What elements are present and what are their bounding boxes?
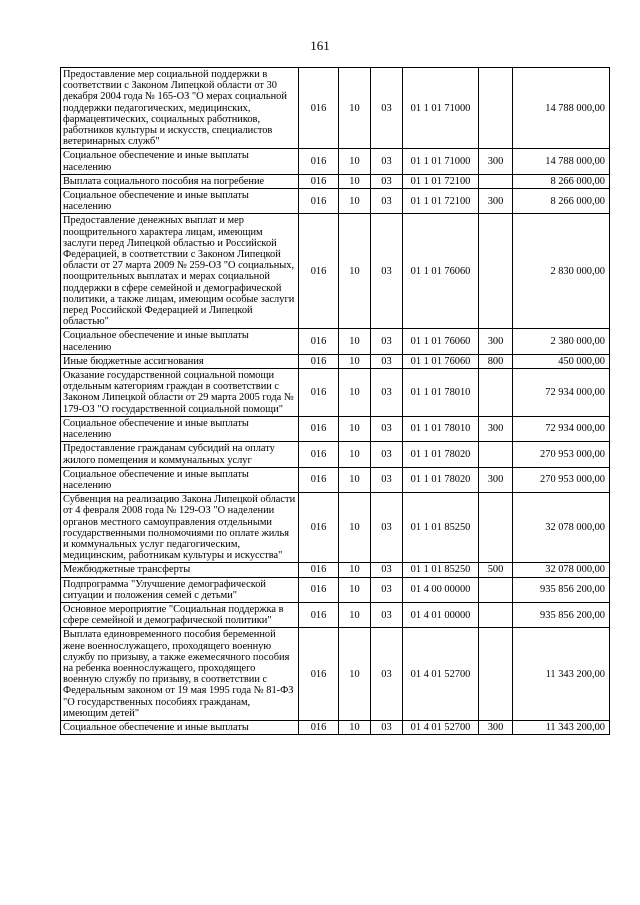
amount-cell: 11 343 200,00 [513, 720, 610, 734]
item-name-cell: Социальное обеспечение и иные выплаты населению [61, 416, 299, 441]
table-row [61, 189, 610, 214]
target-article-code-cell: 01 1 01 72100 [403, 174, 479, 188]
section-code-cell: 10 [339, 416, 371, 441]
table-row [61, 628, 610, 721]
amount-cell: 935 856 200,00 [513, 602, 610, 627]
section-code-cell: 10 [339, 602, 371, 627]
section-code-cell: 10 [339, 628, 371, 721]
expense-type-code-cell [479, 214, 513, 329]
table-row [61, 354, 610, 368]
section-code-cell: 10 [339, 442, 371, 467]
admin-code-cell: 016 [299, 602, 339, 627]
target-article-code-cell: 01 1 01 78010 [403, 369, 479, 417]
amount-cell: 32 078 000,00 [513, 563, 610, 577]
subsection-code-cell: 03 [371, 563, 403, 577]
expense-type-code-cell: 300 [479, 329, 513, 354]
admin-code-cell: 016 [299, 467, 339, 492]
item-name-cell: Предоставление мер социальной поддержки в соответствии с Законом Липецкой области от 30 декабря 2004 года № 165-ОЗ "О мерах социальной поддержки педагогических, медицинских, фармацевтических, социальных работников, работников культуры и искусств, специалистов ветеринарных служб" [61, 68, 299, 149]
item-name-cell: Социальное обеспечение и иные выплаты населению [61, 329, 299, 354]
expense-type-code-cell [479, 68, 513, 149]
section-code-cell: 10 [339, 577, 371, 602]
target-article-code-cell: 01 1 01 78020 [403, 442, 479, 467]
amount-cell: 72 934 000,00 [513, 416, 610, 441]
amount-cell: 450 000,00 [513, 354, 610, 368]
expense-type-code-cell [479, 174, 513, 188]
expense-type-code-cell: 300 [479, 149, 513, 174]
item-name-cell: Межбюджетные трансферты [61, 563, 299, 577]
expense-type-code-cell [479, 577, 513, 602]
admin-code-cell: 016 [299, 493, 339, 563]
admin-code-cell: 016 [299, 369, 339, 417]
subsection-code-cell: 03 [371, 189, 403, 214]
item-name-cell: Иные бюджетные ассигнования [61, 354, 299, 368]
subsection-code-cell: 03 [371, 354, 403, 368]
subsection-code-cell: 03 [371, 174, 403, 188]
item-name-cell: Социальное обеспечение и иные выплаты населению [61, 467, 299, 492]
expense-type-code-cell [479, 442, 513, 467]
table-row [61, 493, 610, 563]
page-number: 161 [310, 38, 330, 53]
target-article-code-cell: 01 4 00 00000 [403, 577, 479, 602]
item-name-cell: Основное мероприятие "Социальная поддержка в сфере семейной и демографической политики" [61, 602, 299, 627]
subsection-code-cell: 03 [371, 68, 403, 149]
expense-type-code-cell: 500 [479, 563, 513, 577]
table-row [61, 214, 610, 329]
table-row [61, 68, 610, 149]
admin-code-cell: 016 [299, 563, 339, 577]
admin-code-cell: 016 [299, 214, 339, 329]
expense-type-code-cell: 300 [479, 416, 513, 441]
table-row [61, 369, 610, 417]
amount-cell: 14 788 000,00 [513, 149, 610, 174]
target-article-code-cell: 01 4 01 52700 [403, 720, 479, 734]
section-code-cell: 10 [339, 68, 371, 149]
amount-cell: 11 343 200,00 [513, 628, 610, 721]
amount-cell: 14 788 000,00 [513, 68, 610, 149]
item-name-cell: Предоставление гражданам субсидий на оплату жилого помещения и коммунальных услуг [61, 442, 299, 467]
target-article-code-cell: 01 4 01 00000 [403, 602, 479, 627]
section-code-cell: 10 [339, 214, 371, 329]
table-row [61, 149, 610, 174]
item-name-cell: Выплата социального пособия на погребение [61, 174, 299, 188]
item-name-cell: Социальное обеспечение и иные выплаты населению [61, 189, 299, 214]
admin-code-cell: 016 [299, 329, 339, 354]
section-code-cell: 10 [339, 467, 371, 492]
expense-type-code-cell: 300 [479, 189, 513, 214]
section-code-cell: 10 [339, 720, 371, 734]
admin-code-cell: 016 [299, 628, 339, 721]
subsection-code-cell: 03 [371, 467, 403, 492]
target-article-code-cell: 01 1 01 85250 [403, 493, 479, 563]
subsection-code-cell: 03 [371, 720, 403, 734]
target-article-code-cell: 01 1 01 76060 [403, 354, 479, 368]
table-row [61, 577, 610, 602]
amount-cell: 32 078 000,00 [513, 493, 610, 563]
expense-type-code-cell [479, 602, 513, 627]
table-row [61, 442, 610, 467]
section-code-cell: 10 [339, 354, 371, 368]
subsection-code-cell: 03 [371, 416, 403, 441]
section-code-cell: 10 [339, 189, 371, 214]
expense-type-code-cell [479, 628, 513, 721]
admin-code-cell: 016 [299, 416, 339, 441]
amount-cell: 8 266 000,00 [513, 174, 610, 188]
amount-cell: 270 953 000,00 [513, 467, 610, 492]
expense-type-code-cell [479, 369, 513, 417]
target-article-code-cell: 01 1 01 71000 [403, 149, 479, 174]
subsection-code-cell: 03 [371, 602, 403, 627]
admin-code-cell: 016 [299, 189, 339, 214]
admin-code-cell: 016 [299, 174, 339, 188]
expense-type-code-cell [479, 493, 513, 563]
target-article-code-cell: 01 1 01 71000 [403, 68, 479, 149]
amount-cell: 270 953 000,00 [513, 442, 610, 467]
admin-code-cell: 016 [299, 68, 339, 149]
table-row [61, 467, 610, 492]
item-name-cell: Оказание государственной социальной помощи отдельным категориям граждан в соответствии с Законом Липецкой области от 29 марта 2005 года № 179-ОЗ "О государственной социальной помощи" [61, 369, 299, 417]
subsection-code-cell: 03 [371, 214, 403, 329]
table-row [61, 720, 610, 734]
subsection-code-cell: 03 [371, 369, 403, 417]
item-name-cell: Выплата единовременного пособия беременной жене военнослужащего, проходящего военную службу по призыву, а также ежемесячного пособия на ребенка военнослужащего, проходящего военную службу по призыву, в соответствии с Федеральным законом от 19 мая 1995 года № 81-ФЗ "О государственных пособиях гражданам, имеющим детей" [61, 628, 299, 721]
amount-cell: 935 856 200,00 [513, 577, 610, 602]
target-article-code-cell: 01 1 01 78010 [403, 416, 479, 441]
section-code-cell: 10 [339, 329, 371, 354]
expense-type-code-cell: 300 [479, 720, 513, 734]
item-name-cell: Социальное обеспечение и иные выплаты [61, 720, 299, 734]
admin-code-cell: 016 [299, 354, 339, 368]
amount-cell: 2 380 000,00 [513, 329, 610, 354]
section-code-cell: 10 [339, 149, 371, 174]
target-article-code-cell: 01 4 01 52700 [403, 628, 479, 721]
amount-cell: 2 830 000,00 [513, 214, 610, 329]
table-row [61, 563, 610, 577]
table-row [61, 416, 610, 441]
table-row [61, 329, 610, 354]
admin-code-cell: 016 [299, 577, 339, 602]
target-article-code-cell: 01 1 01 76060 [403, 214, 479, 329]
section-code-cell: 10 [339, 174, 371, 188]
subsection-code-cell: 03 [371, 149, 403, 174]
table-row [61, 602, 610, 627]
amount-cell: 72 934 000,00 [513, 369, 610, 417]
admin-code-cell: 016 [299, 720, 339, 734]
item-name-cell: Субвенция на реализацию Закона Липецкой области от 4 февраля 2008 года № 129-ОЗ "О наделении органов местного самоуправления отдельными государственными полномочиями по оплате жилья и коммунальных услуг педагогическим, медицинским, работникам культуры и искусства" [61, 493, 299, 563]
budget-table [60, 67, 610, 735]
admin-code-cell: 016 [299, 442, 339, 467]
target-article-code-cell: 01 1 01 76060 [403, 329, 479, 354]
amount-cell: 8 266 000,00 [513, 189, 610, 214]
section-code-cell: 10 [339, 563, 371, 577]
item-name-cell: Подпрограмма "Улучшение демографической ситуации и положения семей с детьми" [61, 577, 299, 602]
expense-type-code-cell: 300 [479, 467, 513, 492]
admin-code-cell: 016 [299, 149, 339, 174]
subsection-code-cell: 03 [371, 329, 403, 354]
subsection-code-cell: 03 [371, 493, 403, 563]
subsection-code-cell: 03 [371, 442, 403, 467]
subsection-code-cell: 03 [371, 628, 403, 721]
item-name-cell: Социальное обеспечение и иные выплаты населению [61, 149, 299, 174]
subsection-code-cell: 03 [371, 577, 403, 602]
expense-type-code-cell: 800 [479, 354, 513, 368]
section-code-cell: 10 [339, 369, 371, 417]
table-row [61, 174, 610, 188]
target-article-code-cell: 01 1 01 78020 [403, 467, 479, 492]
item-name-cell: Предоставление денежных выплат и мер поощрительного характера лицам, имеющим заслуги перед Липецкой областью и Российской Федерацией, в соответствии с Законом Липецкой области от 27 марта 2009 № 259-ОЗ "О социальных, поощрительных выплатах и мерах социальной поддержки в сфере семейной и демографической политики, а также лицам, имеющим особые заслуги перед Российской Федерацией и Липецкой областью" [61, 214, 299, 329]
target-article-code-cell: 01 1 01 85250 [403, 563, 479, 577]
section-code-cell: 10 [339, 493, 371, 563]
target-article-code-cell: 01 1 01 72100 [403, 189, 479, 214]
